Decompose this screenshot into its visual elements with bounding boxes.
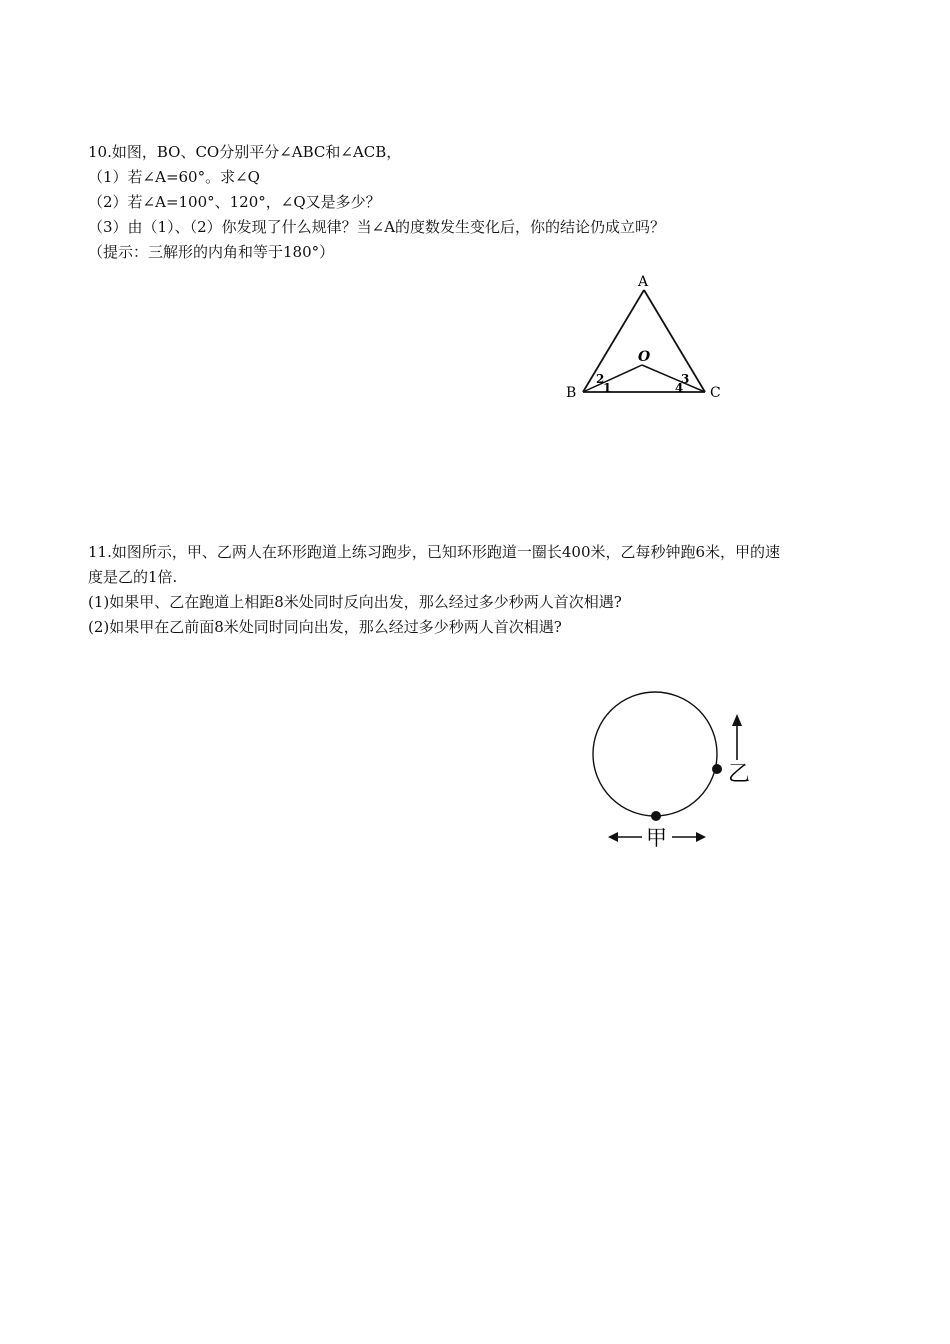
angle-1-label: 1 <box>603 381 612 395</box>
question-10-part-1: （1）若∠A=60°。求∠Q <box>88 168 260 186</box>
question-11-part-2: (2)如果甲在乙前面8米处同时同向出发，那么经过多少秒两人首次相遇? <box>88 618 562 636</box>
triangle-figure <box>560 270 740 410</box>
track-diagram <box>580 690 760 860</box>
question-11-part-1: (1)如果甲、乙在跑道上相距8米处同时反向出发，那么经过多少秒两人首次相遇? <box>88 593 622 611</box>
angle-4-label: 4 <box>675 381 684 395</box>
vertex-o-label: O <box>638 349 651 365</box>
circular-track <box>593 692 717 816</box>
question-10 <box>88 140 878 265</box>
angle-3-label: 3 <box>681 372 690 386</box>
question-10-part-3: （3）由（1）、（2）你发现了什么规律？当∠A的度数发生变化后，你的结论仍成立吗？ <box>88 218 666 236</box>
right-arrow-icon <box>696 832 706 842</box>
vertex-a-label: A <box>638 274 649 290</box>
question-10-hint: （提示：三解形的内角和等于180°） <box>88 243 335 261</box>
question-10-part-2: （2）若∠A=100°、120°，∠Q又是多少？ <box>88 193 381 211</box>
question-11-stem-line-1: 11.如图所示，甲、乙两人在环形跑道上练习跑步，已知环形跑道一圈长400米，乙每秒钟跑6米，甲的速 <box>88 543 781 561</box>
question-10-stem: 10.如图，BO、CO分别平分∠ABC和∠ACB， <box>88 143 402 161</box>
triangle-diagram <box>560 270 740 410</box>
runner-yi-label: 乙 <box>728 762 751 787</box>
vertex-b-label: B <box>566 385 577 401</box>
angle-2-label: 2 <box>596 372 605 386</box>
side-ab <box>583 290 644 392</box>
up-arrow-icon <box>732 714 742 726</box>
left-arrow-icon <box>608 832 618 842</box>
vertex-c-label: C <box>710 385 721 401</box>
runner-yi-dot <box>712 764 722 774</box>
runner-jia-dot <box>651 811 661 821</box>
question-11 <box>88 540 878 640</box>
track-figure <box>580 690 760 860</box>
side-ac <box>644 290 705 392</box>
question-11-stem-line-2: 度是乙的1倍. <box>88 568 178 586</box>
runner-jia-label: 甲 <box>646 826 667 850</box>
bisector-co <box>642 365 705 392</box>
